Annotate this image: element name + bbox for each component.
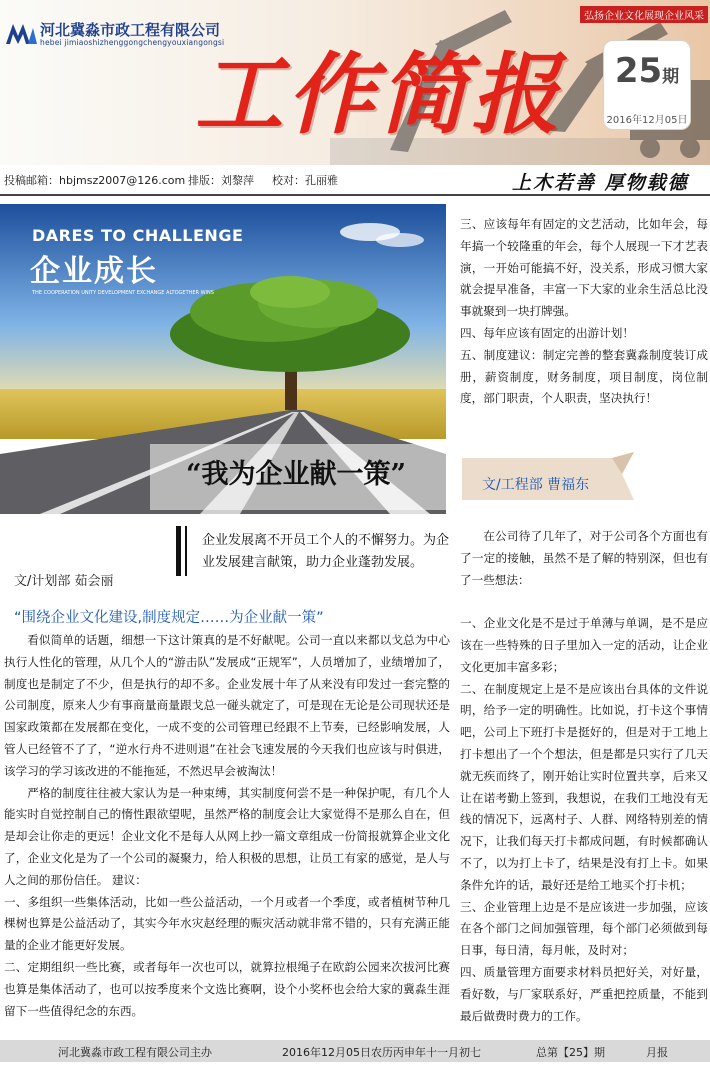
paragraph: 三、企业管理上边是不是应该进一步加强，应该在各个部门之间加强管理，每个部门必须做到每日事，每日清，每月帐，及时对； [460,899,708,958]
issue-box [603,40,691,130]
footer-issue: 总第【25】期 [536,1046,605,1059]
issue-date: 2016年12月05日 [606,115,688,126]
left-byline: 文/计划部 茹会丽 [14,574,114,589]
hero-image [0,204,446,514]
paragraph: 二、在制度规定上是不是应该出台具体的文件说明，给予一定的明确性。比如说，打卡这个事情吧，公司上下班打卡是挺好的，但是对于工地上打卡想出了一个个想法，但是都是只实行了几天就无疾而终了，刚开始让实时位置共享，后来又让在诺考勤上签到，我想说，在我们工地没有无线的情况下，远离村子、人群、网络特别差的情况下，让我们每天打卡都成问题，有时候都确认不了，以为打上卡了，结果是没有打上卡。如果条件允许的话，最好还是给工地买个打卡机； [460,681,708,892]
header-divider [0,194,710,196]
paragraph: 五、制度建议：制定完善的整套冀淼制度装订成册，薪资制度，财务制度，项目制度，岗位制度，部门职责，个人职责，坚决执行！ [460,347,708,406]
paragraph: 看似简单的话题，细想一下这计策真的是不好献呢。公司一直以来都以戈总为中心执行人性化的管理，从几个人的“游击队”发展成“正规军”，人员增加了，业绩增加了，制度也是制定了不少，但是执行的却不多。企业发展十年了从来没有印发过一套完整的公司制度，原来人少有事商量商量跟戈总一碰头就定了，可是现在无论是公司现状还是国家政策都在发展都在变化，一成不变的公司管理已经跟不上节奏，已经影响发展，人管人已经管不了了，“逆水行舟不进则退”在社会飞速发展的今天我们也应该与时俱进，该学习的学习该改进的不能拖延，不然迟早会被淘汰！ [4,633,450,778]
company-logo [4,20,38,46]
intro-bar-thin [185,526,187,576]
article-intro: 企业发展离不开员工个人的不懈努力。为企业发展建言献策，助力企业蓬勃发展。 [202,533,450,570]
section-title: “围绕企业文化建设,制度规定……为企业献一策” [14,610,324,626]
footer-host: 河北冀淼市政工程有限公司主办 [58,1046,212,1059]
blank-line [460,591,708,613]
intro-bar-thick [176,526,181,576]
right-article-body [460,526,708,1027]
hero-chinese-title: 企业成长 [30,254,158,289]
issue-unit: 期 [662,67,680,87]
paragraph: 二、定期组织一些比赛，或者每年一次也可以，就算拉根绳子在欧韵公园来次拔河比赛也算是集体活动了，也可以按季度来个文选比赛啊，设个小奖杯也会给大家的冀淼生涯留下一些值得纪念的东西。 [4,959,450,1018]
company-name: 河北冀淼市政工程有限公司 [40,21,221,39]
left-article-body [4,630,450,1022]
paragraph: 三、应该每年有固定的文艺活动，比如年会，每年搞一个较隆重的年会，每个人展现一下才艺表演，一开始可能搞不好，没关系，形成习惯大家就会提早准备，丰富一下大家的业余生活总比没事就聚到一块打牌强。 [460,217,708,319]
footer-frequency: 月报 [646,1046,668,1059]
footer-bar [0,1040,710,1062]
issue-number: 25 [614,51,663,91]
paragraph: 四、每年应该有固定的出游计划！ [460,325,634,340]
proof-credit: 校对：孔丽雅 [272,174,338,187]
layout-credit: 排版：刘黎萍 [188,174,254,187]
right-byline: 文/工程部 曹福东 [482,477,590,493]
hero-subtitle: THE COOPERATION UNITY DEVELOPMENT EXCHANGE ALTOGETHER WINS [32,290,214,296]
motto: 上木若善 厚物载德 [512,172,689,194]
paragraph: 严格的制度往往被大家认为是一种束缚，其实制度何尝不是一种保护呢，有几个人能实时自觉控制自己的惰性跟欲望呢，虽然严格的制度会让大家觉得不是那么自在，但是却会让你走的更远！企业文化不是每人从网上抄一篇文章组成一份简报就算企业文化了，企业文化是为了一个公司的凝聚力，给人积极的思想，让员工有家的感觉，是人与人之间的那份信任。 建议： [4,785,450,887]
paragraph: 一、企业文化是不是过于单薄与单调，是不是应该在一些特殊的日子里加入一定的活动，让企业文化更加丰富多彩； [460,616,708,674]
paragraph: 一、多组织一些集体活动，比如一些公益活动，一个月或者一个季度，或者植树节种几棵树也算是公益活动了，其实今年水灾赵经理的赈灾活动就非常不错的，只有充满正能量的企业才能更好发展。 [4,894,450,953]
header-banner [0,0,710,165]
issue-number-line [604,51,690,97]
paragraph: 在公司待了几年了，对于公司各个方面也有了一定的接触，虽然不是了解的特别深，但也有了一些想法： [460,529,708,587]
slogan: 弘扬企业文化展现企业风采 [580,6,708,23]
footer-date: 2016年12月05日农历丙申年十一月初七 [282,1046,481,1059]
right-article-continuation [460,214,708,410]
masthead-title: 工作简报 [195,42,564,146]
paragraph: 四、质量管理方面要求材料员把好关，对好量，看好数，与厂家联系好，严重把控质量，不能到最后做费时费力的工作。 [460,964,708,1023]
hero-english-title: DARES TO CHALLENGE [32,226,244,245]
submission-email: 投稿邮箱：hbjmsz2007@126.com [4,174,186,187]
company-pinyin: hebei jimiaoshizhenggongchengyouxiangongsi [40,38,225,47]
hero-quote: “我为企业献一策” [186,459,407,490]
